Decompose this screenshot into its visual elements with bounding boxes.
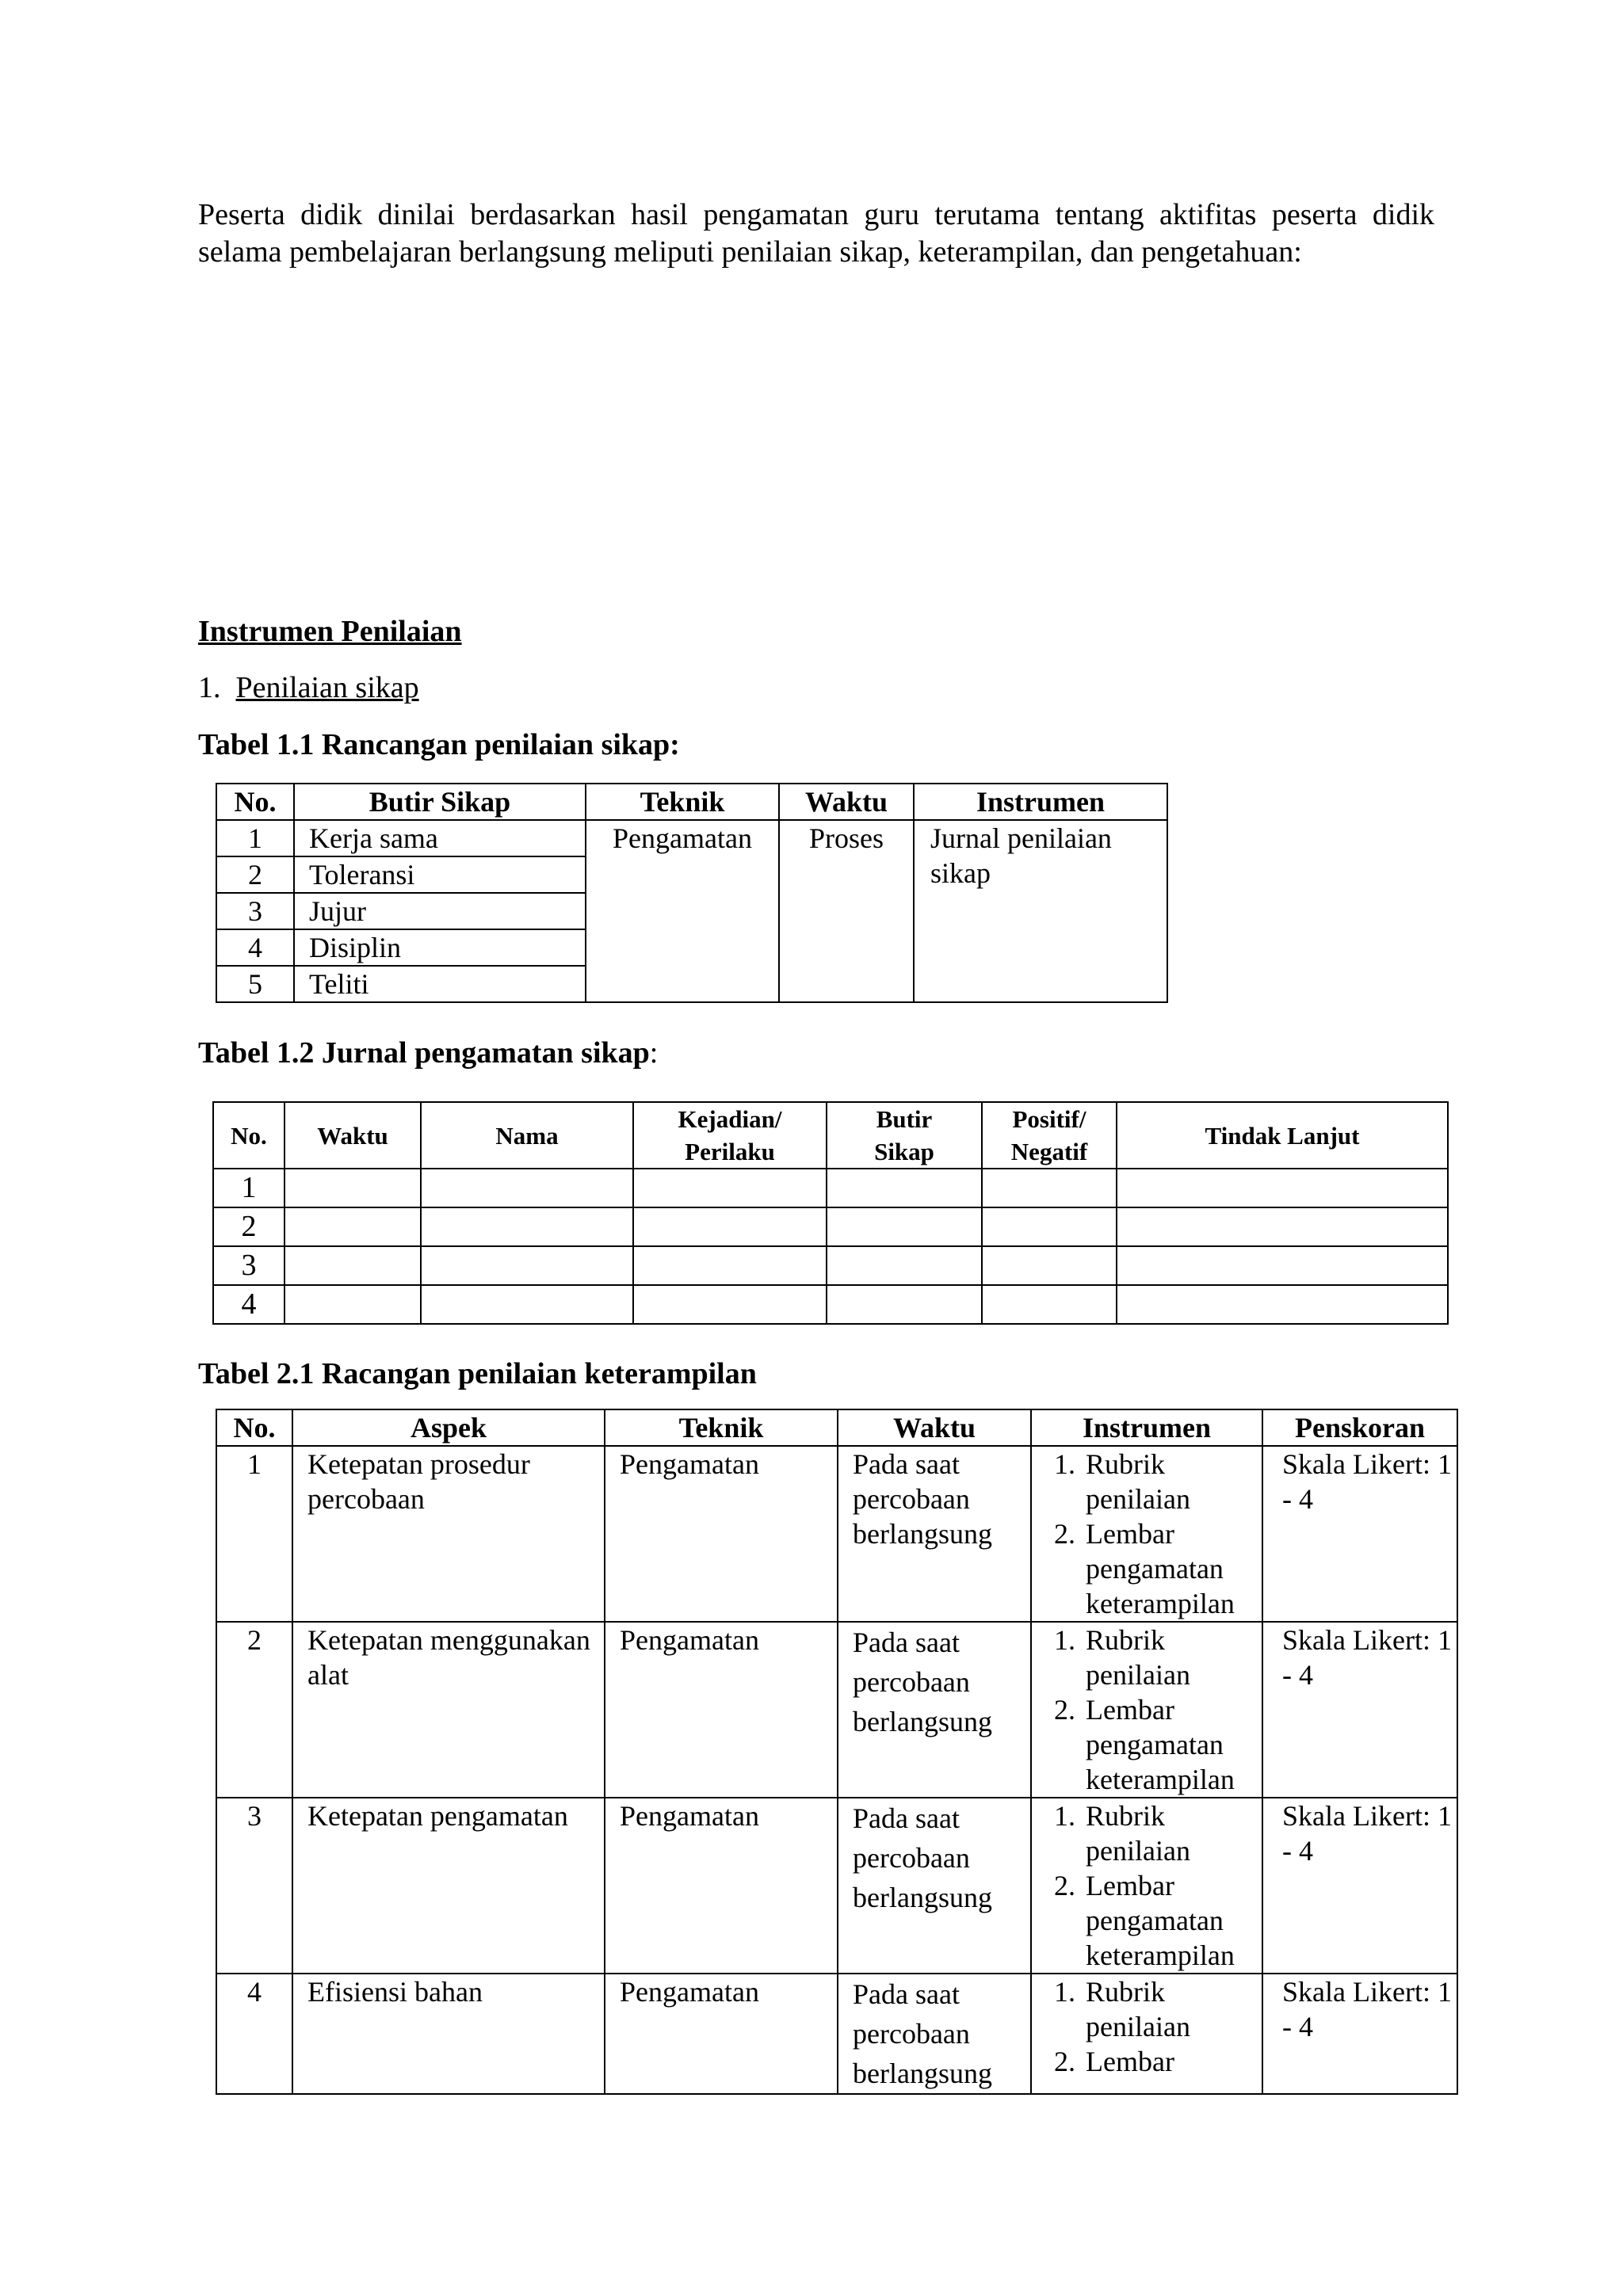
table-row [213, 1169, 1448, 1207]
intro-paragraph: Peserta didik dinilai berdasarkan hasil pengamatan guru terutama tentang aktifitas peserta didik selama pembelajaran berlangsung meliputi penilaian sikap, keterampilan, dan pengetahuan: [198, 198, 1434, 269]
cell-empty [421, 1207, 633, 1246]
cell-penskoran: Skala Likert: 1 - 4 [1262, 1622, 1457, 1798]
instrumen-list [1032, 1974, 1262, 2079]
cell-teknik: Pengamatan [605, 1622, 838, 1798]
cell-aspek: Ketepatan prosedur percobaan [292, 1446, 605, 1622]
cell-teknik: Pengamatan [586, 820, 779, 1002]
table-1-2-caption-text: Tabel 1.2 Jurnal pengamatan sikap [198, 1036, 650, 1070]
cell-empty [285, 1169, 421, 1207]
cell-no: 1 [216, 1446, 292, 1622]
list-item: 1. Rubrik penilaian [1083, 1798, 1262, 1868]
cell-empty [982, 1169, 1117, 1207]
header-no: No. [216, 784, 294, 820]
table-header-row [216, 784, 1167, 820]
cell-teknik: Pengamatan [605, 1446, 838, 1622]
cell-empty [1117, 1285, 1448, 1324]
subsection-label: Penilaian sikap [235, 671, 419, 704]
cell-empty [285, 1207, 421, 1246]
cell-waktu: Pada saat percobaan berlangsung [838, 1974, 1031, 2094]
table-row [216, 1974, 1457, 2094]
list-item: 2. Lembar [1083, 2044, 1262, 2079]
cell-no: 4 [213, 1285, 285, 1324]
cell-no: 2 [213, 1207, 285, 1246]
cell-instrumen: Jurnal penilaian sikap [914, 820, 1167, 1002]
cell-instrumen [1031, 1798, 1262, 1974]
table-row [213, 1246, 1448, 1285]
cell-no: 2 [216, 1622, 292, 1798]
cell-no: 3 [216, 893, 294, 929]
header-kejadian-perilaku: Kejadian/ Perilaku [633, 1102, 827, 1169]
cell-butir: Kerja sama [294, 820, 586, 856]
table-row [216, 1798, 1457, 1974]
cell-teknik: Pengamatan [605, 1974, 838, 2094]
header-positif-negatif: Positif/ Negatif [982, 1102, 1117, 1169]
cell-butir: Disiplin [294, 929, 586, 966]
cell-empty [827, 1285, 982, 1324]
instrumen-list [1032, 1623, 1262, 1797]
cell-no: 1 [213, 1169, 285, 1207]
subsection-title [198, 670, 419, 705]
cell-empty [285, 1285, 421, 1324]
cell-empty [421, 1285, 633, 1324]
cell-empty [1117, 1207, 1448, 1246]
cell-no: 3 [213, 1246, 285, 1285]
cell-aspek: Ketepatan pengamatan [292, 1798, 605, 1974]
cell-empty [827, 1207, 982, 1246]
header-waktu: Waktu [838, 1409, 1031, 1446]
table-header-row [213, 1102, 1448, 1169]
cell-no: 5 [216, 966, 294, 1002]
cell-empty [1117, 1246, 1448, 1285]
table-1-2-caption-colon: : [649, 1036, 659, 1070]
table-2-1-caption: Tabel 2.1 Racangan penilaian keterampilan [198, 1357, 757, 1390]
cell-empty [633, 1285, 827, 1324]
cell-butir: Teliti [294, 966, 586, 1002]
table-row [216, 820, 1167, 856]
cell-no: 4 [216, 929, 294, 966]
cell-no: 4 [216, 1974, 292, 2094]
cell-waktu: Pada saat percobaan berlangsung [838, 1622, 1031, 1798]
header-instrumen: Instrumen [1031, 1409, 1262, 1446]
table-2-1 [216, 1409, 1458, 2095]
cell-penskoran: Skala Likert: 1 - 4 [1262, 1798, 1457, 1974]
instrumen-list [1032, 1798, 1262, 1973]
list-item: 2. Lembar pengamatan keterampilan [1083, 1516, 1262, 1621]
list-item: 2. Lembar pengamatan keterampilan [1083, 1868, 1262, 1973]
cell-penskoran: Skala Likert: 1 - 4 [1262, 1974, 1457, 2094]
cell-no: 1 [216, 820, 294, 856]
table-row [216, 1446, 1457, 1622]
cell-waktu: Pada saat percobaan berlangsung [838, 1798, 1031, 1974]
cell-empty [421, 1169, 633, 1207]
cell-empty [633, 1207, 827, 1246]
cell-empty [633, 1169, 827, 1207]
cell-empty [982, 1246, 1117, 1285]
instrumen-list [1032, 1447, 1262, 1621]
cell-empty [421, 1246, 633, 1285]
table-1-2 [212, 1101, 1449, 1325]
header-teknik: Teknik [586, 784, 779, 820]
header-waktu: Waktu [285, 1102, 421, 1169]
header-nama: Nama [421, 1102, 633, 1169]
cell-instrumen [1031, 1974, 1262, 2094]
section-title: Instrumen Penilaian [198, 615, 462, 648]
cell-penskoran: Skala Likert: 1 - 4 [1262, 1446, 1457, 1622]
cell-waktu: Pada saat percobaan berlangsung [838, 1446, 1031, 1622]
cell-aspek: Ketepatan menggunakan alat [292, 1622, 605, 1798]
cell-empty [285, 1246, 421, 1285]
header-penskoran: Penskoran [1262, 1409, 1457, 1446]
cell-empty [982, 1207, 1117, 1246]
cell-no: 3 [216, 1798, 292, 1974]
list-item: 1. Rubrik penilaian [1083, 1447, 1262, 1516]
cell-aspek: Efisiensi bahan [292, 1974, 605, 2094]
cell-butir: Toleransi [294, 856, 586, 893]
cell-empty [633, 1246, 827, 1285]
cell-empty [827, 1169, 982, 1207]
table-1-2-caption [198, 1035, 658, 1070]
cell-instrumen [1031, 1622, 1262, 1798]
cell-waktu: Proses [779, 820, 914, 1002]
cell-teknik: Pengamatan [605, 1798, 838, 1974]
header-no: No. [216, 1409, 292, 1446]
table-row [216, 1622, 1457, 1798]
cell-empty [827, 1246, 982, 1285]
cell-empty [982, 1285, 1117, 1324]
header-teknik: Teknik [605, 1409, 838, 1446]
header-butir-sikap: Butir Sikap [827, 1102, 982, 1169]
cell-instrumen [1031, 1446, 1262, 1622]
header-instrumen: Instrumen [914, 784, 1167, 820]
table-header-row [216, 1409, 1457, 1446]
header-waktu: Waktu [779, 784, 914, 820]
table-1-1 [216, 783, 1168, 1003]
header-tindak-lanjut: Tindak Lanjut [1117, 1102, 1448, 1169]
list-item: 1. Rubrik penilaian [1083, 1974, 1262, 2044]
subsection-number: 1. [198, 671, 221, 704]
cell-empty [1117, 1169, 1448, 1207]
header-butir-sikap: Butir Sikap [294, 784, 586, 820]
list-item: 2. Lembar pengamatan keterampilan [1083, 1692, 1262, 1797]
header-no: No. [213, 1102, 285, 1169]
cell-butir: Jujur [294, 893, 586, 929]
list-item: 1. Rubrik penilaian [1083, 1623, 1262, 1692]
header-aspek: Aspek [292, 1409, 605, 1446]
cell-no: 2 [216, 856, 294, 893]
table-row [213, 1207, 1448, 1246]
table-row [213, 1285, 1448, 1324]
table-1-1-caption: Tabel 1.1 Rancangan penilaian sikap: [198, 728, 680, 761]
